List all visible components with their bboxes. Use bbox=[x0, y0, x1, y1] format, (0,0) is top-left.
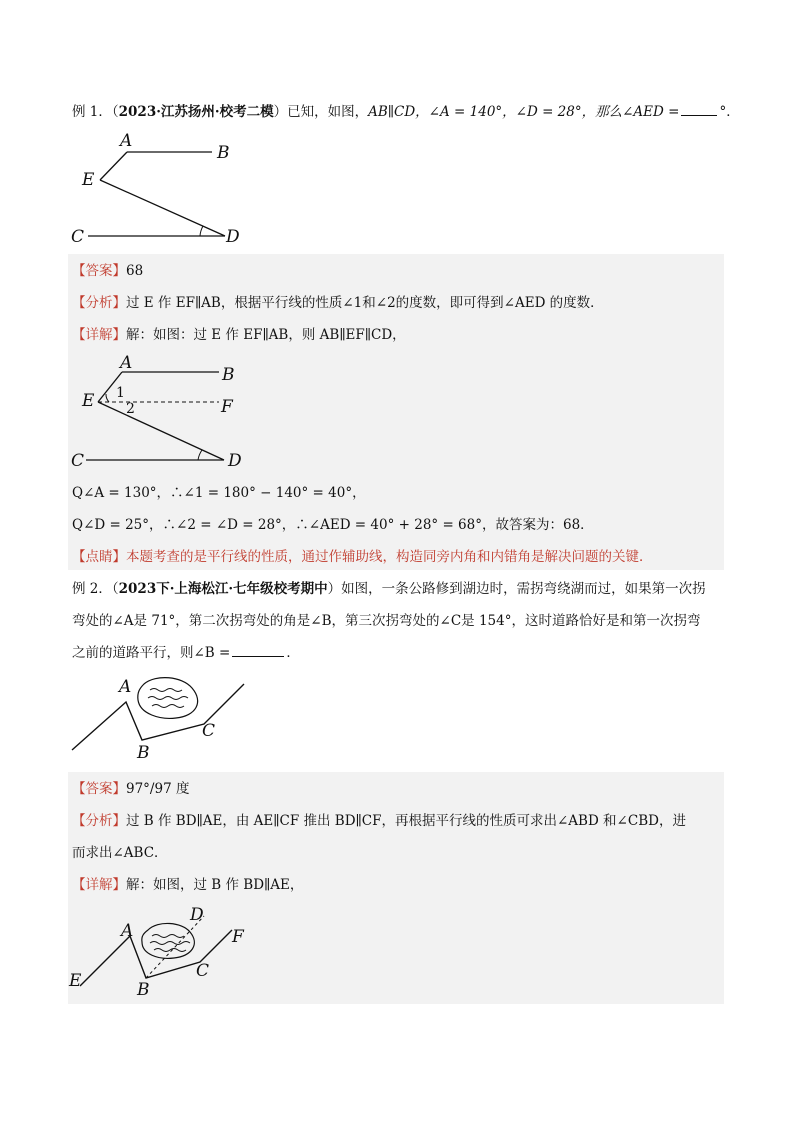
ex2-fig2-label-c: C bbox=[196, 961, 210, 981]
ex1-source: 2023·江苏扬州·校考二模 bbox=[118, 104, 274, 120]
ex1-fig-label-e: E bbox=[82, 170, 95, 190]
ex1-fig2-angle-d bbox=[198, 450, 202, 460]
ex2-rest: ）如图，一条公路修到湖边时，需拐弯绕湖而过，如果第一次拐 bbox=[327, 581, 706, 597]
ex2-fig-wave-1 bbox=[150, 689, 182, 692]
ex2-analysis-line2 bbox=[72, 844, 168, 862]
ex1-fig-label-d: D bbox=[226, 227, 240, 247]
ex1-analysis-text: 过 E 作 EF∥AB，根据平行线的性质∠1和∠2的度数，即可得到∠AED 的度数． bbox=[126, 295, 604, 311]
ex2-analysis-text2: 而求出∠ABC． bbox=[72, 845, 168, 861]
ex1-prefix: 例 1．（ bbox=[72, 104, 119, 120]
ex2-detail bbox=[72, 876, 303, 894]
ex1-answer-text: 68 bbox=[126, 263, 144, 279]
ex1-step2 bbox=[72, 516, 594, 534]
ex2-analysis-tag: 【分析】 bbox=[72, 813, 126, 829]
ex1-analysis-tag: 【分析】 bbox=[72, 295, 126, 311]
ex2-line3-end: ． bbox=[286, 645, 300, 661]
ex2-fig-label-b: B bbox=[137, 743, 150, 763]
ex1-fig-angle-d bbox=[200, 226, 203, 236]
ex1-comment-text: 本题考查的是平行线的性质，通过作辅助线，构造同旁内角和内错角是解决问题的关键． bbox=[126, 549, 653, 565]
ex2-fig2-wave-1 bbox=[152, 935, 184, 938]
ex2-fig2-label-e: E bbox=[69, 971, 82, 991]
ex2-detail-text: 解：如图，过 B 作 BD∥AE， bbox=[126, 877, 304, 893]
ex2-answer-text: 97°/97 度 bbox=[126, 781, 190, 797]
ex1-fig-label-c: C bbox=[71, 227, 85, 247]
ex2-fig-wave-3 bbox=[152, 705, 184, 708]
ex1-fig2-label-2: 2 bbox=[126, 401, 135, 417]
ex2-question-line3 bbox=[72, 644, 300, 662]
ex2-fig-lake bbox=[138, 678, 198, 719]
ex1-fig-label-b: B bbox=[217, 143, 230, 163]
ex2-answer bbox=[72, 780, 189, 798]
ex2-answer-blank bbox=[232, 644, 284, 657]
ex2-prefix: 例 2．（ bbox=[72, 581, 119, 597]
ex2-fig2-label-a: A bbox=[121, 921, 134, 941]
ex2-fig2-label-b: B bbox=[137, 980, 150, 1000]
ex1-answer-tag: 【答案】 bbox=[72, 263, 126, 279]
ex1-fig-line-ed bbox=[100, 180, 225, 236]
ex1-expr: AB∥CD，∠A = 140°，∠D = 28°，那么∠AED = bbox=[368, 104, 680, 120]
ex2-figure bbox=[64, 672, 264, 772]
ex2-fig2-road bbox=[80, 930, 232, 986]
ex2-fig2-wave-2 bbox=[150, 942, 190, 945]
ex1-detail bbox=[72, 326, 406, 344]
ex2-line3-text: 之前的道路平行，则∠B = bbox=[72, 645, 231, 661]
ex1-fig2-label-a: A bbox=[120, 353, 133, 373]
ex1-detail-text: 解：如图：过 E 作 EF∥AB，则 AB∥EF∥CD， bbox=[126, 327, 406, 343]
ex1-comment-tag: 【点睛】 bbox=[72, 549, 126, 565]
ex1-figure2 bbox=[64, 350, 264, 474]
ex1-step2-text: Q∠D = 25°，∴∠2 = ∠D = 28°，∴∠AED = 40° + 28° = 68°，故答案为：68． bbox=[72, 517, 594, 533]
ex2-fig-label-a: A bbox=[119, 677, 132, 697]
ex1-fig2-label-d: D bbox=[228, 451, 242, 471]
ex2-question-line2 bbox=[72, 612, 700, 630]
ex1-fig2-angle-1 bbox=[106, 394, 109, 402]
ex1-fig-label-a: A bbox=[120, 131, 133, 151]
ex1-figure bbox=[60, 128, 260, 250]
ex1-question bbox=[72, 103, 740, 121]
ex2-fig-label-c: C bbox=[202, 721, 216, 741]
ex1-fig2-label-b: B bbox=[222, 365, 235, 385]
ex2-fig2-lake bbox=[142, 923, 195, 958]
ex1-detail-tag: 【详解】 bbox=[72, 327, 126, 343]
ex1-fig-line-ea bbox=[100, 152, 127, 180]
ex2-source: 2023下·上海松江·七年级校考期中 bbox=[118, 581, 328, 597]
ex2-analysis-text1: 过 B 作 BD∥AE，由 AE∥CF 推出 BD∥CF，再根据平行线的性质可求出∠ABD 和∠CBD，进 bbox=[126, 813, 686, 829]
ex1-step1-text: Q∠A = 130°，∴∠1 = 180° − 140° = 40°， bbox=[72, 485, 366, 501]
ex1-fig2-label-e: E bbox=[82, 391, 95, 411]
ex1-analysis bbox=[72, 294, 604, 312]
ex1-suffix: °． bbox=[719, 104, 740, 120]
ex1-answer bbox=[72, 262, 143, 280]
ex2-question-line1 bbox=[72, 580, 706, 598]
ex2-analysis-line1 bbox=[72, 812, 686, 830]
ex2-line2-text: 弯处的∠A是 71°，第二次拐弯处的角是∠B，第三次拐弯处的∠C是 154°，这时道路恰好是和第一次拐弯 bbox=[72, 613, 701, 629]
ex1-mid: ）已知，如图， bbox=[273, 104, 369, 120]
ex2-fig2-label-d: D bbox=[190, 905, 204, 925]
ex1-fig2-label-c: C bbox=[71, 451, 85, 471]
ex2-figure2 bbox=[64, 900, 274, 1000]
ex2-fig2-label-f: F bbox=[232, 927, 244, 947]
ex2-fig2-wave-3 bbox=[154, 949, 186, 952]
ex2-detail-tag: 【详解】 bbox=[72, 877, 126, 893]
ex2-answer-tag: 【答案】 bbox=[72, 781, 126, 797]
ex2-fig-wave-2 bbox=[148, 697, 188, 700]
ex1-comment bbox=[72, 548, 653, 566]
ex1-answer-blank bbox=[681, 103, 717, 116]
ex1-fig2-label-f: F bbox=[221, 397, 233, 417]
ex1-fig2-label-1: 1 bbox=[116, 385, 125, 401]
ex1-step1 bbox=[72, 484, 366, 502]
ex1-fig2-line-ed bbox=[98, 402, 224, 460]
